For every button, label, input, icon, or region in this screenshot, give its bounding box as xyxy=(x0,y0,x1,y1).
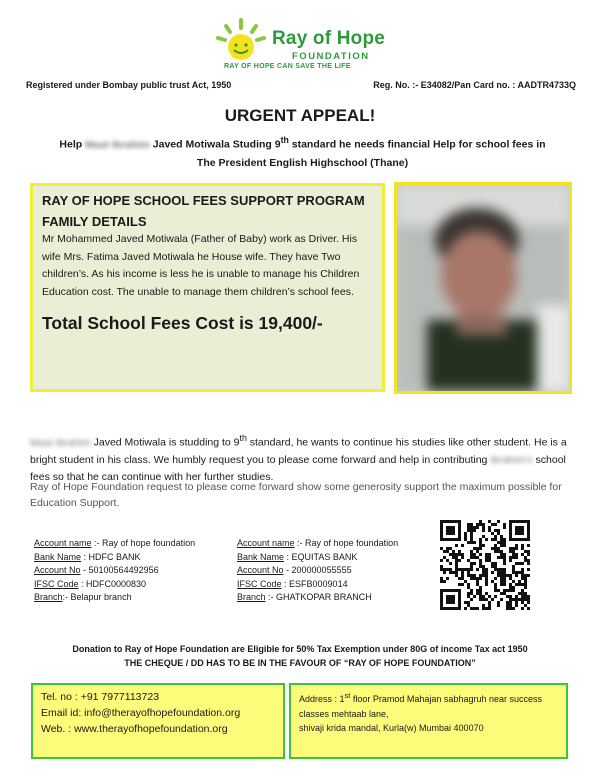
ifsc-label: IFSC Code xyxy=(34,578,79,589)
blurred-name-3: Ibrahim's xyxy=(490,453,533,466)
contact-box xyxy=(31,683,285,759)
account-name-label: Account name xyxy=(34,538,92,548)
logo-tagline: RAY OF HOPE CAN SAVE THE LIFE xyxy=(224,63,351,70)
program-box xyxy=(30,183,385,392)
branch-label: Branch xyxy=(237,592,266,602)
address-rest: floor Pramod Mahajan sabhagruh near success classes mehtaab lane, xyxy=(299,694,542,719)
total-fees: Total School Fees Cost is 19,400/- xyxy=(42,313,323,333)
telephone: Tel. no : +91 7977113723 xyxy=(41,691,160,703)
ifsc-value: : HDFC0000830 xyxy=(78,578,147,589)
para-text-3: school fees so that he can continue with her further studies. xyxy=(30,453,566,483)
logo-title: Ray of Hope xyxy=(272,28,386,49)
account-no-value: - 50100564492956 xyxy=(80,565,159,575)
account-name-label: Account name xyxy=(237,538,295,548)
blurred-name: Mast Ibrahim xyxy=(85,138,150,151)
program-title: RAY OF HOPE SCHOOL FEES SUPPORT PROGRAM xyxy=(42,193,365,208)
email: Email id: info@therayofhopefoundation.org xyxy=(41,707,241,719)
foundation-logo xyxy=(214,16,404,76)
account-details-hdfc xyxy=(34,537,195,605)
registration-number: Reg. No. :- E34082/Pan Card no. : AADTR4733Q xyxy=(373,80,576,90)
para-text-2: standard, he wants to continue his studies like other student. He is a bright student in his class. We humbly request you to please come forward and help in contributing xyxy=(30,436,567,466)
account-no-value: - 200000055555 xyxy=(283,565,352,575)
account-details-equitas xyxy=(237,537,398,605)
bank-name-label: Bank Name xyxy=(34,551,82,562)
blurred-name-2: Mast Ibrahim xyxy=(30,436,91,449)
tax-line-1: Donation to Ray of Hope Foundation are Eligible for 50% Tax Exemption under 80G of income Tax act 1950 xyxy=(72,644,528,654)
address-sup: st xyxy=(344,691,351,700)
help-sup: th xyxy=(280,135,289,145)
school-name: The President English Highschool (Thane) xyxy=(196,156,409,169)
qr-code-icon xyxy=(440,520,530,610)
account-name-value: :- Ray of hope foundation xyxy=(294,538,399,548)
student-description xyxy=(30,430,575,486)
cheque-line-prefix: THE CHEQUE / DD HAS TO BE IN THE xyxy=(124,658,290,668)
blurred-photo-icon xyxy=(397,185,569,391)
registration-act: Registered under Bombay public trust Act, 1950 xyxy=(26,80,232,90)
student-photo xyxy=(394,182,572,394)
branch-label: Branch xyxy=(34,592,63,602)
address-line-3: shivaji krida mandal, Kurla(w) Mumbai 400070 xyxy=(299,723,484,733)
tax-exemption-note xyxy=(0,642,600,670)
bank-name-value: : HDFC BANK xyxy=(81,551,141,562)
family-details-text: Mr Mohammed Javed Motiwala (Father of Baby) work as Driver. His wife Mrs. Fatima Javed Motiwala he House wife. They have Two children’s. As his income is less he is unable to manage his Children Education cost. The unable to manage them children’s school fees. xyxy=(42,233,360,298)
bank-name-value: : EQUITAS BANK xyxy=(284,551,358,562)
help-text-2: standard he needs financial Help for school fees in xyxy=(288,138,546,151)
cheque-favour: FAVOUR OF “RAY OF HOPE FOUNDATION” xyxy=(289,658,476,668)
address-box xyxy=(289,683,568,759)
address-prefix: Address : 1 xyxy=(299,694,345,704)
branch-value: :- Belapur branch xyxy=(62,592,132,602)
help-statement xyxy=(30,131,575,172)
ifsc-label: IFSC Code xyxy=(237,578,282,589)
foundation-request: Ray of Hope Foundation request to please come forward show some generosity support the maximum possible for Education Support. xyxy=(30,481,562,509)
account-name-value: :- Ray of hope foundation xyxy=(91,538,196,548)
ifsc-value: : ESFB0009014 xyxy=(281,578,348,589)
urgent-appeal-heading: URGENT APPEAL! xyxy=(224,106,376,125)
branch-value: :- GHATKOPAR BRANCH xyxy=(265,592,372,602)
sun-logo-icon xyxy=(214,16,274,64)
help-text-1: Javed Motiwala Studing 9 xyxy=(149,138,281,151)
logo-subtitle: FOUNDATION xyxy=(292,51,370,62)
bank-name-label: Bank Name xyxy=(237,551,285,562)
account-no-label: Account No xyxy=(237,565,284,575)
account-no-label: Account No xyxy=(34,565,81,575)
website: Web. : www.therayofhopefoundation.org xyxy=(41,723,228,735)
help-prefix: Help xyxy=(59,138,83,151)
para-sup: th xyxy=(239,433,247,443)
family-details-title: FAMILY DETAILS xyxy=(42,214,147,229)
para-text-1: Javed Motiwala is studding to 9 xyxy=(90,436,240,449)
